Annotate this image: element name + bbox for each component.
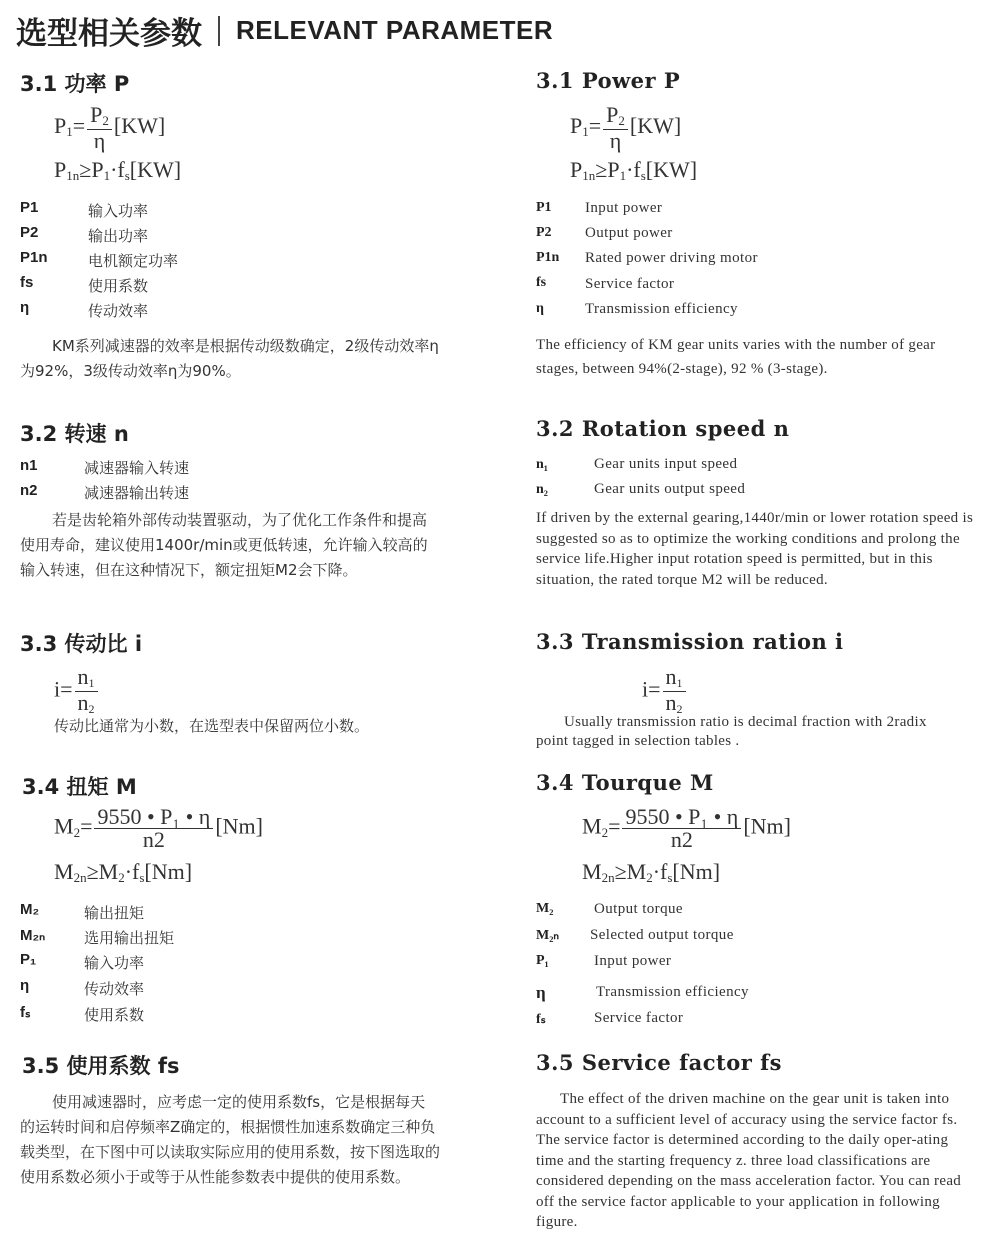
def-text: 传动效率	[88, 302, 149, 320]
paragraph-speed-en: If driven by the external gearing,1440r/min or lower rotation speed is suggested so as to optimize the working conditions and prolong the service life.Higher input rotation speed is permitted, but in this situation, the rated torque M2 will be reduced.	[536, 510, 974, 588]
formula-symbol: P	[570, 113, 583, 139]
formula-symbol: P	[54, 157, 67, 182]
def-symbol: M₂ₙ	[20, 927, 46, 944]
fraction-denominator: η	[93, 128, 106, 153]
formula-unit: [KW]	[645, 157, 698, 182]
formula-power-cn	[54, 104, 165, 152]
section-heading-speed-cn: 3.2 转速 n	[20, 422, 129, 446]
formula-subscript: s	[139, 870, 145, 885]
formula-subscript: 2	[646, 870, 653, 885]
def-text: Service factor	[594, 1010, 684, 1026]
formula-fraction	[603, 104, 628, 152]
formula-unit: [Nm]	[672, 859, 721, 884]
def-text: Gear units input speed	[594, 456, 738, 472]
def-symbol: fₛ	[536, 1012, 546, 1027]
fraction-denominator: n2	[670, 827, 693, 852]
formula-symbol: M	[582, 813, 602, 839]
def-text: 电机额定功率	[88, 252, 179, 270]
formula-operator: =	[588, 113, 602, 139]
formula-operator: ≥M	[614, 859, 647, 884]
def-symbol: P2	[536, 225, 552, 240]
formula-subscript: 2	[88, 702, 95, 716]
section-heading-ratio-cn: 3.3 传动比 i	[20, 632, 143, 656]
formula-torque-cn	[54, 806, 263, 851]
formula-subscript: 2n	[73, 870, 87, 885]
def-symbol: η	[536, 301, 544, 316]
def-symbol: n2	[20, 482, 38, 499]
formula-power-condition-cn	[54, 157, 181, 183]
formula-operator: ≥P	[79, 157, 104, 182]
def-symbol: M₂	[536, 901, 554, 916]
formula-subscript: s	[667, 870, 673, 885]
formula-subscript: 1	[676, 676, 683, 690]
def-symbol: P1n	[536, 250, 560, 265]
def-symbol: P₁	[20, 951, 37, 968]
formula-unit: [KW]	[113, 113, 166, 139]
def-text: Gear units output speed	[594, 481, 746, 497]
formula-symbol: ·f	[652, 859, 668, 884]
formula-subscript: 2	[102, 113, 109, 128]
formula-torque-condition-en	[582, 859, 720, 885]
formula-symbol: ·f	[626, 157, 641, 182]
section-heading-speed-en: 3.2 Rotation speed n	[536, 416, 790, 441]
formula-unit: [Nm]	[743, 813, 791, 839]
formula-symbol: M	[582, 859, 602, 884]
def-text: 输入功率	[88, 202, 149, 220]
section-heading-torque-cn: 3.4 扭矩 M	[22, 775, 137, 799]
def-text: 传动效率	[84, 980, 145, 998]
def-symbol: η	[20, 299, 30, 316]
def-symbol: η	[536, 983, 546, 1002]
formula-fraction	[663, 666, 686, 717]
formula-subscript: 1	[619, 168, 627, 183]
def-symbol: M₂ₙ	[536, 928, 559, 943]
def-text: 使用系数	[88, 277, 149, 295]
formula-subscript: 2	[118, 870, 125, 885]
fraction-denominator: n2	[142, 827, 165, 852]
formula-power-en	[570, 104, 681, 152]
def-symbol: n₂	[536, 482, 548, 497]
formula-ratio-cn	[54, 666, 100, 717]
formula-symbol: ·f	[110, 157, 125, 182]
formula-subscript: s	[124, 168, 130, 183]
formula-fraction	[622, 806, 741, 851]
def-symbol: P1	[536, 200, 552, 215]
formula-unit: [KW]	[129, 157, 182, 182]
formula-subscript: 1n	[66, 168, 80, 183]
formula-subscript: 1	[88, 676, 95, 690]
def-text: Input power	[585, 200, 663, 216]
formula-torque-en	[582, 806, 791, 851]
def-text: Output power	[585, 225, 673, 241]
def-text: Transmission efficiency	[596, 984, 749, 1000]
def-text: 减速器输入转速	[84, 459, 190, 477]
formula-power-condition-en	[570, 157, 697, 183]
formula-operator: =	[608, 813, 621, 839]
def-symbol: P2	[20, 224, 39, 241]
def-symbol: n1	[20, 457, 38, 474]
paragraph-service-factor-cn: 使用减速器时，应考虑一定的使用系数fs，它是根据每天的运转时间和启停频率Z确定的，根据惯性加速系数确定三种负载类型，在下图中可以读取实际应用的使用系数，按下图选取的使用系数必须小于或等于从性能参数表中提供的使用系数。	[20, 1093, 441, 1186]
formula-fraction	[94, 806, 213, 851]
formula-fraction	[75, 666, 98, 717]
paragraph-service-factor-en: The effect of the driven machine on the gear unit is taken into account to a sufficient level of accuracy using the service factor fs. The service factor is determined according to the daily oper-ating time and the starting frequency z. three load classifications are considered depending on the mass acceleration factor. You can read off the service factor applicable to your application in following figure.	[536, 1091, 962, 1230]
def-text: 选用输出扭矩	[84, 929, 175, 947]
formula-ratio-en	[642, 666, 688, 717]
fraction-denominator: n	[665, 690, 677, 715]
formula-symbol: M	[54, 859, 74, 884]
paragraph-ratio-cn: 传动比通常为小数，在选型表中保留两位小数。	[54, 717, 370, 735]
formula-symbol: i	[54, 676, 61, 702]
def-text: 输出扭矩	[84, 904, 145, 922]
formula-unit: [KW]	[629, 113, 682, 139]
formula-unit: [Nm]	[144, 859, 193, 884]
def-symbol: fs	[536, 275, 547, 290]
def-symbol: η	[20, 977, 30, 994]
paragraph-ratio-en: Usually transmission ratio is decimal fraction with 2radix point tagged in selection tables .	[536, 714, 927, 749]
def-text: Service factor	[585, 276, 675, 292]
fraction-numerator: P	[606, 102, 619, 127]
section-heading-ratio-en: 3.3 Transmission ration i	[536, 629, 844, 654]
def-text: 输入功率	[84, 954, 145, 972]
def-symbol: P₁	[536, 953, 549, 968]
fraction-numerator: n	[77, 664, 89, 689]
formula-symbol: P	[54, 113, 67, 139]
fraction-numerator: n	[665, 664, 677, 689]
def-text: 使用系数	[84, 1006, 145, 1024]
fraction-numerator: 9550 • P₁ • η	[94, 806, 213, 829]
header-title-en: RELEVANT PARAMETER	[236, 15, 554, 45]
paragraph-speed-cn: 若是齿轮箱外部传动装置驱动，为了优化工作条件和提高使用寿命，建议使用1400r/min或更低转速，允许输入较高的输入转速，但在这种情况下，额定扭矩M2会下降。	[20, 511, 428, 579]
formula-subscript: 1	[66, 124, 73, 140]
formula-subscript: 1	[582, 124, 589, 140]
fraction-denominator: η	[609, 128, 622, 153]
section-heading-service-factor-en: 3.5 Service factor fs	[536, 1050, 782, 1075]
fraction-denominator: n	[77, 690, 89, 715]
formula-subscript: 1	[103, 168, 111, 183]
formula-subscript: 1n	[582, 168, 596, 183]
formula-torque-condition-cn	[54, 859, 192, 885]
header-title-cn: 选型相关参数	[16, 16, 202, 52]
def-text: Transmission efficiency	[585, 301, 738, 317]
def-text: Output torque	[594, 901, 683, 917]
def-symbol: P1n	[20, 249, 48, 266]
formula-symbol: ·f	[124, 859, 140, 884]
def-symbol: P1	[20, 199, 39, 216]
paragraph-efficiency-en: The efficiency of KM gear units varies with the number of gear stages, between 94%(2-stage), 92 % (3-stage).	[536, 337, 936, 377]
formula-subscript: 2	[73, 824, 81, 840]
formula-operator: =	[80, 813, 93, 839]
fraction-numerator: 9550 • P₁ • η	[622, 806, 741, 829]
paragraph-efficiency-cn: KM系列减速器的效率是根据传动级数确定，2级传动效率η为92%，3级传动效率η为90%。	[20, 337, 439, 380]
formula-operator: =	[60, 676, 73, 702]
formula-subscript: 2	[676, 702, 683, 716]
def-symbol: fs	[20, 274, 34, 291]
formula-operator: =	[72, 113, 86, 139]
def-text: Input power	[594, 953, 672, 969]
section-heading-power-en: 3.1 Power P	[536, 68, 681, 93]
def-text: 输出功率	[88, 227, 149, 245]
section-heading-torque-en: 3.4 Tourque M	[536, 770, 714, 795]
def-symbol: n₁	[536, 457, 548, 472]
formula-unit: [Nm]	[215, 813, 263, 839]
formula-subscript: 2n	[601, 870, 615, 885]
formula-fraction	[87, 104, 112, 152]
def-text: 减速器输出转速	[84, 484, 190, 502]
formula-subscript: s	[640, 168, 646, 183]
formula-subscript: 2	[618, 113, 625, 128]
formula-symbol: M	[54, 813, 74, 839]
def-symbol: fₛ	[20, 1004, 31, 1021]
section-heading-service-factor-cn: 3.5 使用系数 fs	[22, 1054, 180, 1078]
formula-symbol: i	[642, 676, 649, 702]
formula-symbol: P	[570, 157, 583, 182]
def-text: Selected output torque	[590, 927, 734, 943]
formula-operator: ≥P	[595, 157, 620, 182]
fraction-numerator: P	[90, 102, 103, 127]
def-text: Rated power driving motor	[585, 250, 758, 266]
formula-subscript: 2	[601, 824, 609, 840]
formula-operator: ≥M	[86, 859, 119, 884]
column-english	[500, 0, 1000, 1258]
section-heading-power-cn: 3.1 功率 P	[20, 72, 130, 96]
formula-operator: =	[648, 676, 661, 702]
def-symbol: M₂	[20, 901, 40, 918]
